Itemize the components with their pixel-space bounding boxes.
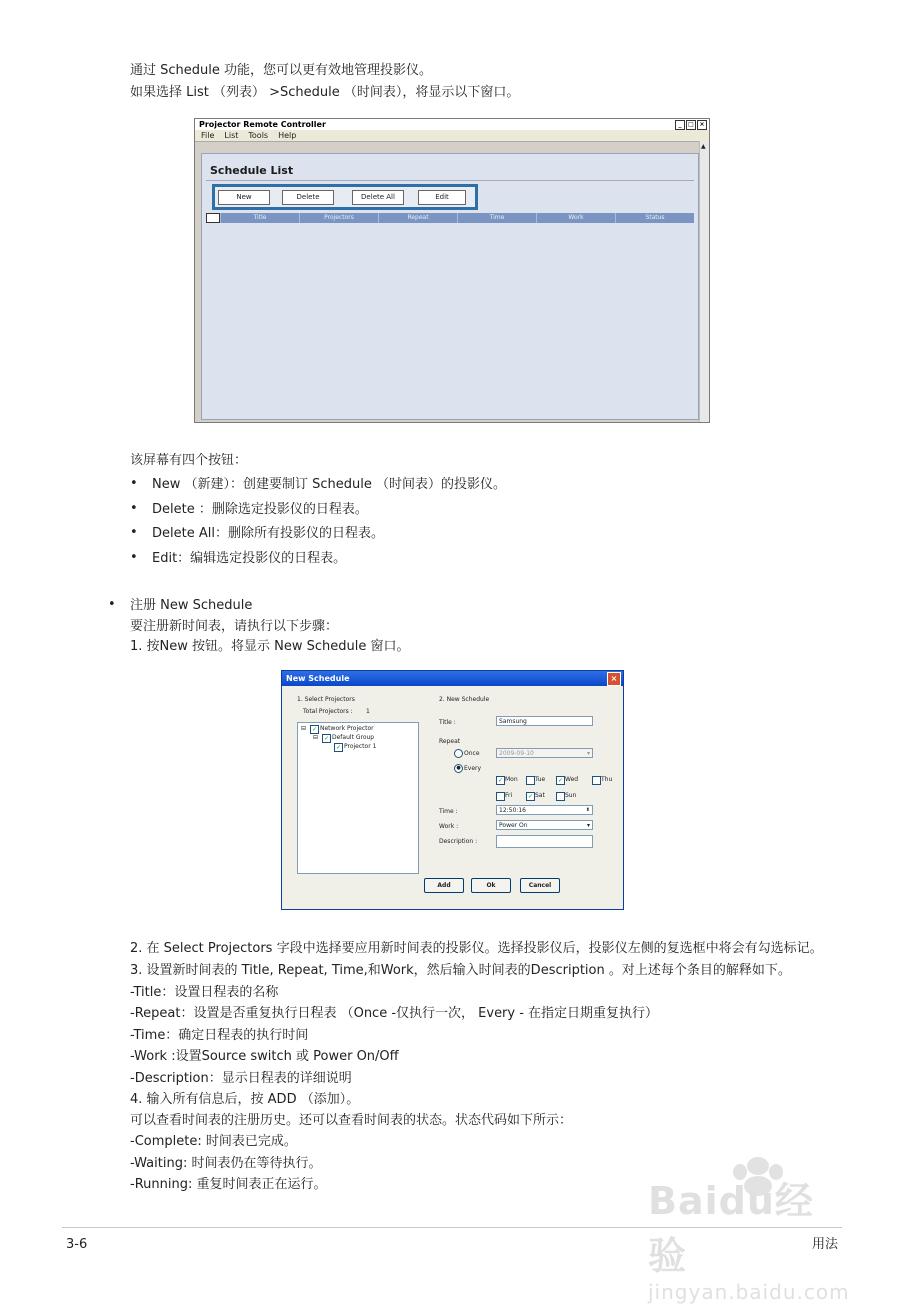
- select-projectors-heading: 1. Select Projectors: [297, 696, 355, 703]
- select-all-checkbox[interactable]: [206, 213, 220, 223]
- new-schedule-screenshot: [281, 670, 624, 910]
- bullet-icon: •: [130, 501, 138, 516]
- work-select[interactable]: [496, 820, 593, 830]
- panel-title: Schedule List: [210, 164, 294, 177]
- explain-work: -Work :设置Source switch 或 Power On/Off: [130, 1049, 399, 1064]
- dialog-title: New Schedule: [286, 674, 350, 683]
- button-desc-delete-all: Delete All：删除所有投影仪的日程表。: [152, 526, 384, 541]
- tree-expand-icon[interactable]: ⊟: [301, 725, 307, 732]
- col-title[interactable]: Title: [220, 213, 299, 223]
- once-label: Once: [464, 750, 480, 757]
- work-value: Power On: [499, 822, 528, 829]
- checkbox-thu[interactable]: [592, 776, 601, 785]
- bullet-icon: •: [108, 597, 116, 612]
- new-schedule-heading: 2. New Schedule: [439, 696, 490, 703]
- checkbox-tue[interactable]: [526, 776, 535, 785]
- watermark-logo: [640, 1140, 850, 1304]
- day-wed: Wed: [565, 776, 579, 783]
- register-line: 要注册新时间表，请执行以下步骤：: [130, 619, 339, 634]
- total-projectors-label: Total Projectors :: [303, 708, 353, 715]
- step-2: 2. 在 Select Projectors 字段中选择要应用新时间表的投影仪。选择投影仪后，投影仪左侧的复选框中将会有勾选标记。: [130, 941, 823, 956]
- day-sun: Sun: [565, 792, 577, 799]
- watermark-brand: Baidu经验: [648, 1179, 814, 1278]
- add-button[interactable]: Add: [424, 878, 464, 893]
- button-desc-edit: Edit：编辑选定投影仪的日程表。: [152, 551, 347, 566]
- chevron-down-icon: ▾: [586, 822, 590, 829]
- checkbox-default-group[interactable]: ✓: [323, 735, 330, 742]
- description-input[interactable]: [496, 835, 593, 848]
- page-number: 3-6: [66, 1237, 88, 1252]
- day-mon: Mon: [505, 776, 518, 783]
- checkbox-projector-1[interactable]: ✓: [335, 744, 342, 751]
- title-input[interactable]: Samsung: [496, 716, 593, 726]
- menu-list[interactable]: List: [224, 131, 239, 140]
- checkbox-sun[interactable]: [556, 792, 565, 801]
- step-4: 4. 输入所有信息后，按 ADD （添加）。: [130, 1092, 360, 1107]
- col-projectors[interactable]: Projectors: [299, 213, 378, 223]
- tree-expand-icon[interactable]: ⊟: [313, 734, 319, 741]
- explain-title: -Title：设置日程表的名称: [130, 985, 279, 1000]
- time-value: 12:50:16: [499, 807, 526, 814]
- day-sat: Sat: [535, 792, 545, 799]
- schedule-list-screenshot: [194, 118, 710, 423]
- bullet-icon: •: [130, 525, 138, 540]
- minimize-icon[interactable]: _: [675, 120, 685, 130]
- intro-line-1: 通过 Schedule 功能，您可以更有效地管理投影仪。: [130, 63, 433, 78]
- checkbox-sat[interactable]: ✓: [527, 793, 534, 800]
- checkbox-network-projector[interactable]: ✓: [311, 726, 318, 733]
- explain-time: -Time：确定日程表的执行时间: [130, 1028, 309, 1043]
- menu-file[interactable]: File: [201, 131, 215, 140]
- time-label: Time :: [439, 808, 458, 815]
- day-thu: Thu: [601, 776, 613, 783]
- explain-repeat: -Repeat：设置是否重复执行日程表 （Once -仅执行一次， Every - 在指定日期重复执行）: [130, 1006, 659, 1021]
- button-group-highlight: [212, 184, 478, 210]
- tree-node-projector-1[interactable]: Projector 1: [344, 743, 377, 750]
- repeat-label: Repeat: [439, 738, 461, 745]
- projector-tree: [297, 722, 419, 874]
- window-title: Projector Remote Controller: [199, 120, 326, 129]
- dialog-titlebar: [282, 671, 623, 686]
- tree-node-network-projector[interactable]: Network Projector: [320, 725, 374, 732]
- status-running: -Running: 重复时间表正在运行。: [130, 1177, 327, 1192]
- menu-help[interactable]: Help: [278, 131, 297, 140]
- menu-bar: [195, 130, 709, 142]
- total-projectors-value: 1: [366, 708, 370, 715]
- work-label: Work :: [439, 823, 459, 830]
- vertical-scrollbar[interactable]: [699, 141, 709, 422]
- every-radio[interactable]: ●: [454, 764, 463, 773]
- title-label: Title :: [439, 719, 456, 726]
- register-heading: 注册 New Schedule: [130, 598, 253, 613]
- buttons-heading: 该屏幕有四个按钮：: [130, 453, 248, 468]
- checkbox-mon[interactable]: ✓: [497, 777, 504, 784]
- edit-button[interactable]: Edit: [418, 190, 466, 205]
- button-desc-new: New （新建）：创建要制订 Schedule （时间表）的投影仪。: [152, 477, 506, 492]
- delete-button[interactable]: Delete: [282, 190, 334, 205]
- explain-description: -Description：显示日程表的详细说明: [130, 1071, 352, 1086]
- cancel-button[interactable]: Cancel: [520, 878, 560, 893]
- once-date-select[interactable]: [496, 748, 593, 758]
- once-date-value: 2009-09-10: [499, 750, 534, 757]
- description-label: Description :: [439, 838, 478, 845]
- bullet-icon: •: [130, 476, 138, 491]
- spinner-icon[interactable]: ⬍: [585, 807, 590, 813]
- bullet-icon: •: [130, 550, 138, 565]
- button-desc-delete: Delete ：删除选定投影仪的日程表。: [152, 502, 368, 517]
- close-icon[interactable]: ×: [607, 672, 621, 686]
- col-time[interactable]: Time: [457, 213, 536, 223]
- maximize-icon[interactable]: □: [686, 120, 696, 130]
- col-repeat[interactable]: Repeat: [378, 213, 457, 223]
- checkbox-wed[interactable]: ✓: [557, 777, 564, 784]
- step-3: 3. 设置新时间表的 Title, Repeat, Time,和Work，然后输入时间表的Description 。对上述每个条目的解释如下。: [130, 963, 791, 978]
- schedule-table-header: [206, 213, 694, 223]
- every-label: Every: [464, 765, 482, 772]
- step-1: 1. 按New 按钮。将显示 New Schedule 窗口。: [130, 639, 410, 654]
- tree-node-default-group[interactable]: Default Group: [332, 734, 375, 741]
- section-name: 用法: [812, 1237, 839, 1252]
- divider: [206, 180, 694, 181]
- col-work[interactable]: Work: [536, 213, 615, 223]
- col-status[interactable]: Status: [615, 213, 694, 223]
- delete-all-button[interactable]: Delete All: [352, 190, 404, 205]
- window-titlebar: [195, 119, 709, 130]
- new-button[interactable]: New: [218, 190, 270, 205]
- watermark-url: jingyan.baidu.com: [648, 1280, 850, 1304]
- day-fri: Fri: [505, 792, 513, 799]
- checkbox-fri[interactable]: [496, 792, 505, 801]
- status-waiting: -Waiting: 时间表仍在等待执行。: [130, 1156, 322, 1171]
- schedule-list-panel: [201, 153, 699, 420]
- chevron-down-icon: ▾: [586, 750, 590, 757]
- once-radio[interactable]: [454, 749, 463, 758]
- time-input[interactable]: [496, 805, 593, 815]
- close-icon[interactable]: ×: [697, 120, 707, 130]
- status-complete: -Complete: 时间表已完成。: [130, 1134, 297, 1149]
- watermark-text: [648, 1170, 850, 1304]
- history-note: 可以查看时间表的注册历史。还可以查看时间表的状态。状态代码如下所示：: [130, 1113, 573, 1128]
- day-tue: Tue: [535, 776, 546, 783]
- scroll-up-icon[interactable]: ▲: [701, 143, 706, 150]
- intro-line-2: 如果选择 List （列表） >Schedule （时间表），将显示以下窗口。: [130, 85, 520, 100]
- menu-tools[interactable]: Tools: [248, 131, 269, 140]
- ok-button[interactable]: Ok: [471, 878, 511, 893]
